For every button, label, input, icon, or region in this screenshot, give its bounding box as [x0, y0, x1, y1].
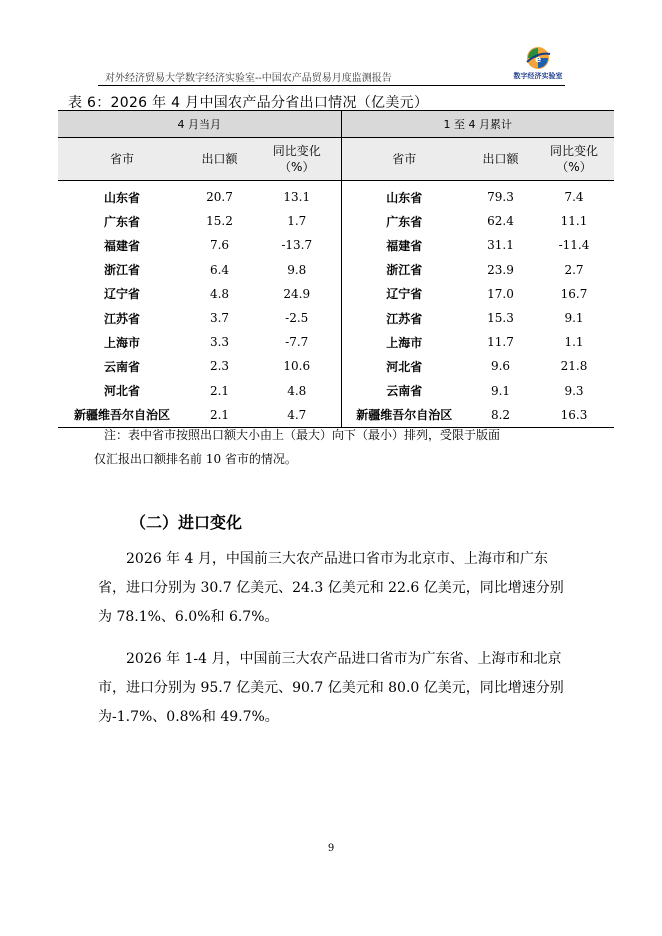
province-cell: 福建省: [386, 238, 423, 253]
yoy-value: -7.7: [253, 330, 341, 354]
province-cell: 福建省: [103, 238, 140, 253]
export-value: 17.0: [487, 286, 514, 301]
export-value: 9.1: [490, 383, 511, 398]
export-value: 9.6: [490, 359, 511, 374]
group-header-monthly: 4 月当月: [58, 111, 341, 138]
yoy-value: -11.4: [558, 238, 590, 253]
yoy-value: 11.1: [560, 214, 588, 229]
logo-caption: 数字经济实验室: [513, 72, 563, 80]
table-row: [58, 354, 614, 378]
export-value: 7.6: [209, 238, 230, 253]
province-cell: 浙江省: [103, 263, 140, 278]
yoy-value: 21.8: [560, 359, 588, 374]
section-heading: （二）进口变化: [130, 513, 243, 532]
export-value: 3.3: [209, 335, 230, 350]
col-header-province: 省市: [58, 138, 186, 181]
yoy-value: 10.6: [253, 354, 341, 378]
province-cell: 云南省: [103, 359, 140, 374]
yoy-value: -13.7: [253, 233, 341, 257]
yoy-value: 13.1: [253, 181, 341, 210]
col-header-export: 出口额: [186, 138, 253, 181]
export-value: 62.4: [487, 214, 514, 229]
yoy-value: 4.7: [253, 403, 341, 428]
yoy-value: 16.3: [534, 403, 614, 428]
export-value: 2.1: [209, 383, 230, 398]
export-value: 79.3: [487, 190, 514, 205]
yoy-value: 9.8: [253, 258, 341, 282]
province-cell: 广东省: [386, 214, 423, 229]
lab-logo: [510, 44, 566, 84]
export-value: 15.2: [206, 214, 233, 229]
report-header: 对外经济贸易大学数字经济实验室--中国农产品贸易月度监测报告: [105, 73, 392, 84]
export-value: 20.7: [206, 190, 233, 205]
yoy-value: 9.1: [564, 311, 584, 326]
province-cell: 上海市: [386, 335, 423, 350]
table-row: [58, 379, 614, 403]
export-value: 2.3: [209, 359, 230, 374]
table-row: [58, 209, 614, 233]
province-cell: 山东省: [103, 190, 140, 205]
yoy-value: 9.3: [564, 383, 584, 398]
export-value: 15.3: [487, 311, 514, 326]
province-cell: 浙江省: [386, 263, 423, 278]
globe-icon: [523, 44, 553, 72]
table-row: [58, 306, 614, 330]
province-cell: 新疆维吾尔自治区: [341, 403, 467, 428]
table-row: [58, 233, 614, 257]
export-value: 6.4: [209, 262, 230, 277]
col-header-export: 出口额: [467, 138, 534, 181]
yoy-value: 1.1: [564, 335, 584, 350]
export-value: 23.9: [487, 262, 514, 277]
province-cell: 上海市: [103, 335, 140, 350]
table-row: [58, 258, 614, 282]
note-line-1: 注：表中省市按照出口额大小由上（最大）向下（最小）排列，受限于版面: [104, 428, 501, 442]
note-line-2: 仅汇报出口额排名前 10 省市的情况。: [94, 452, 297, 466]
province-cell: 山东省: [386, 190, 423, 205]
province-cell: 辽宁省: [386, 287, 423, 302]
export-value: 3.7: [209, 311, 230, 326]
province-cell: 江苏省: [386, 311, 423, 326]
export-value: 11.7: [487, 335, 514, 350]
table-title: 表 6：2026 年 4 月中国农产品分省出口情况（亿美元）: [68, 95, 429, 111]
yoy-value: -2.5: [253, 306, 341, 330]
yoy-value: 16.7: [560, 286, 588, 301]
province-cell: 新疆维吾尔自治区: [58, 403, 186, 428]
col-header-province: 省市: [341, 138, 467, 181]
yoy-value: 4.8: [253, 379, 341, 403]
yoy-value: 1.7: [253, 209, 341, 233]
yoy-value: 2.7: [564, 262, 584, 277]
table-row: [58, 282, 614, 306]
export-value: 2.1: [186, 403, 253, 428]
province-cell: 广东省: [103, 214, 140, 229]
province-cell: 辽宁省: [103, 287, 140, 302]
group-header-cumulative: 1 至 4 月累计: [341, 111, 614, 138]
col-header-yoy: 同比变化 （%）: [534, 138, 614, 181]
province-cell: 江苏省: [103, 311, 140, 326]
export-value: 8.2: [467, 403, 534, 428]
page-number: 9: [327, 843, 335, 854]
table-note: [94, 423, 574, 471]
export-value: 31.1: [487, 238, 514, 253]
table-row: [58, 181, 614, 210]
table-row: [58, 330, 614, 354]
header-divider: [98, 85, 565, 86]
yoy-value: 24.9: [253, 282, 341, 306]
paragraph-2: 2026 年 1-4 月，中国前三大农产品进口省市为广东省、上海市和北京市，进口分别为 95.7 亿美元、90.7 亿美元和 80.0 亿美元，同比增速分别为-1.7%、0.8%和 49.7%。: [98, 651, 564, 725]
province-cell: 云南省: [386, 384, 423, 399]
province-cell: 河北省: [386, 359, 423, 374]
export-value: 4.8: [209, 286, 230, 301]
province-cell: 河北省: [103, 384, 140, 399]
yoy-value: 7.4: [564, 190, 584, 205]
svg-text:e: e: [535, 55, 542, 65]
export-table: [58, 110, 614, 428]
col-header-yoy: 同比变化 （%）: [253, 138, 341, 181]
paragraph-1: 2026 年 4 月，中国前三大农产品进口省市为北京市、上海市和广东省，进口分别为 30.7 亿美元、24.3 亿美元和 22.6 亿美元，同比增速分别为 78.1%、6.0%和 6.7%。: [98, 551, 564, 625]
